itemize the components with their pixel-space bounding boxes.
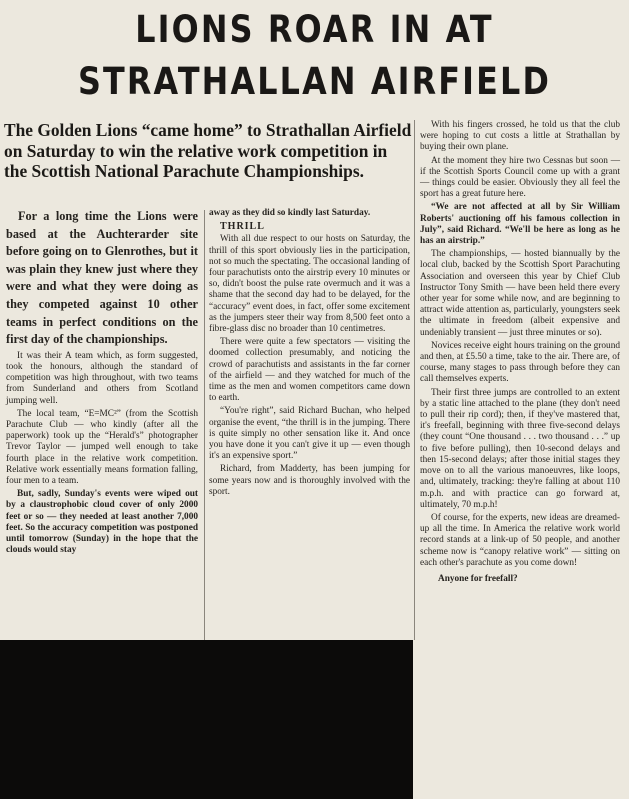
body-paragraph-bold: “We are not affected at all by Sir William Roberts' auctioning off his famous collection in July”, said Richard. “We'll be here as long as he has an airstrip.” [420,202,620,247]
body-paragraph: The local team, “E=MC²” (from the Scottish Parachute Club — who kindly (after all the paperwork) took up the “Herald's” photographer Trevor Taylor — jumped well enough to take fourth place in the relative work competition. Relative work essentially means formation falling, four men to a team. [6,408,198,486]
body-paragraph: With his fingers crossed, he told us that the club were hoping to cut costs a little at Strathallan by buying their own plane. [420,120,620,153]
body-paragraph: There were quite a few spectators — visiting the doomed collection presumably, and noticing the crowd of parachutists and assistants in the far corner of the airfield — and they watched for much of the time as the men and women competitors came down to earth. [209,337,410,404]
body-paragraph: It was their A team which, as form suggested, took the honours, although the standard of competition was high throughout, with two teams from Sunderland and others from Scotland jumping well. [6,350,198,406]
body-paragraph: At the moment they hire two Cessnas but soon — if the Scottish Sports Council come up with a grant — things could be easier. Obviously they all feel the sport has a great future here. [420,155,620,200]
lead-paragraph: For a long time the Lions were based at the Auchterarder site before going on to Glenrothes, but it was plain they knew just where they were and what they were doing as they competed against 10 other teams in perfect conditions on the first day of the championships. [6,209,198,347]
blacked-out-area [0,640,413,799]
body-paragraph-bold: away as they did so kindly last Saturday. [209,208,371,218]
body-paragraph: The championships, — hosted biannually by the local club, backed by the Scottish Sport Parachuting Association and overseen this year by Chief Club Instructor Tony Smith — have been held there every other year for some while now, and are beginning to attract wide attention as, particularly, youngsters seek the ultimate in freedom (albeit expensive and undeniably transient — just three minutes or so). [420,249,620,338]
column-divider-2 [414,120,415,640]
body-paragraph: Their first three jumps are controlled to an extent by a static line attached to the plane (they don't need to pull their rip cord); then, if they've mastered that, it's freefall, beginning with three five-second delays (they count “One thousand . . . two thousand . . .” up to five before pulling), then 10-second delays and then 15-second delays; after those initial stages they move on to all the various manoeuvres, like loops, and, ultimately, tracking: they're falling at about 110 m.p.h. and with practice can go forward at, ultimately, 70 m.p.h! [420,387,620,510]
body-paragraph: With all due respect to our hosts on Saturday, the thrill of this sport obviously lies in the participation, not so much the spectating. The occasional landing of four parachutists onto the airstrip every 10 minutes or so, didn't boost the pulse rate overmuch and it was a shame that the second day had to be delayed, for the “accuracy” event does, in fact, offer some excitement as the jumpers steer their way from 8,500 feet onto a fibre-glass disc no broader than 10 centimetres. [209,234,410,335]
body-paragraph: Novices receive eight hours training on the ground and then, at £5.50 a time, take to the air. There are, of course, many stages to pass through before they can call themselves experts. [420,340,620,385]
headline-line-2: STRATHALLAN AIRFIELD [77,60,552,103]
body-paragraph: “You're right”, said Richard Buchan, who helped organise the event, “the thrill is in the jumping. There is quite simply no other sensation like it. And once you have done it you can't give it up — even though it's an expensive sport.” [209,406,410,462]
body-paragraph-bold: But, sadly, Sunday's events were wiped out by a claustrophobic cloud cover of only 2000 feet or so — they needed at least another 7,000 feet. So the accuracy competition was postponed until tomorrow (Sunday) in the hope that the clouds would stay [6,489,198,556]
article-column-3 [420,120,620,587]
standfirst: The Golden Lions “came home” to Strathallan Airfield on Saturday to win the relative work competition in the Scottish National Parachute Championships. [4,120,412,181]
sign-off: Anyone for freefall? [438,573,518,584]
body-paragraph: Of course, for the experts, new ideas are dreamed-up all the time. In America the relative work world record stands at a link-up of 50 people, and another scheme now is “canopy relative work” — sitting on each other's parachute as you come down! [420,512,620,568]
body-paragraph: Richard, from Madderty, has been jumping for some years now and is thoroughly involved with the sport. [209,464,410,497]
column-divider-1 [204,210,205,640]
article-column-2 [209,208,410,500]
article-column-1 [6,208,198,558]
headline-line-1: LIONS ROAR IN AT [135,8,494,51]
crosshead: THRILL [220,221,265,233]
